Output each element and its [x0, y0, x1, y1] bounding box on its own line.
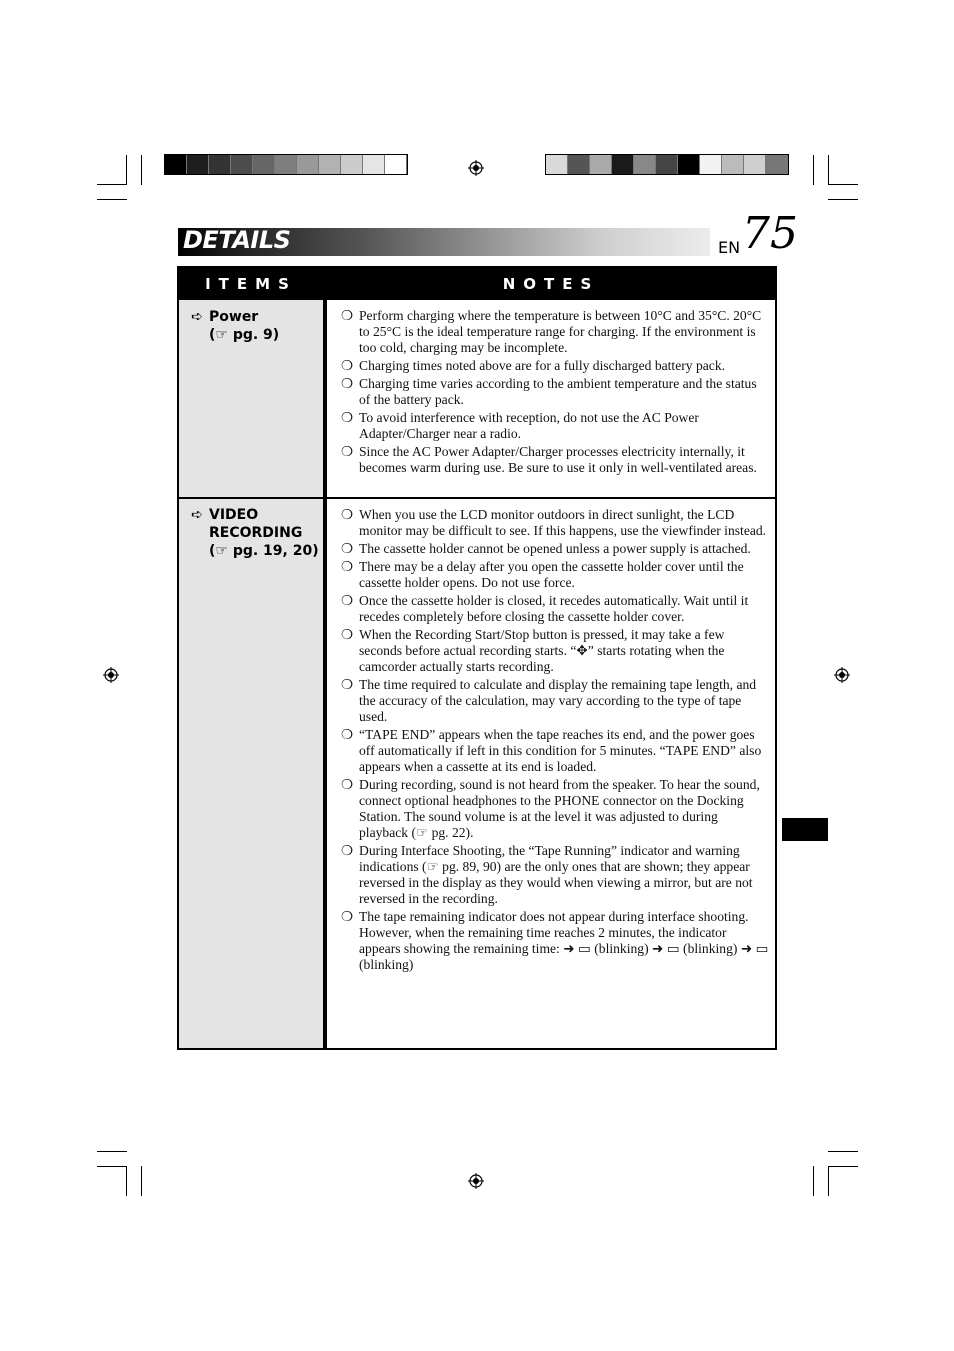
- crop-mark: [813, 1166, 814, 1196]
- registration-target-icon: [468, 160, 484, 176]
- color-swatch: [363, 155, 385, 174]
- details-table: [177, 266, 777, 1050]
- list-item: ❍ Perform charging where the temperature is between 10°C and 35°C. 20°C to 25°C is the ideal temperature range for charging. If the environment is too cold, charging may be incomplete.: [341, 308, 762, 355]
- crop-mark: [828, 184, 858, 185]
- color-swatch: [612, 155, 634, 174]
- column-divider: [323, 268, 327, 1048]
- list-item: ❍ The cassette holder cannot be opened unless a power supply is attached.: [341, 541, 751, 556]
- registration-target-icon: [834, 667, 850, 683]
- list-item: ❍ “TAPE END” appears when the tape reaches its end, and the power goes off automatically if left in this condition for 5 minutes. “TAPE END” also appears when a cassette at its end is loaded.: [341, 727, 762, 774]
- list-item: ❍ During Interface Shooting, the “Tape Running” indicator and warning indications (☞ pg. 89, 90) are the only ones that are shown; they appear reversed in the display as they would when viewing a mirror, but are not reversed in the recording.: [341, 843, 753, 906]
- item-line: (☞ pg. 19, 20): [209, 543, 319, 559]
- color-bar-right: [545, 154, 789, 175]
- item-video-recording: [191, 506, 319, 560]
- bullet-circle-icon: ❍: [341, 593, 354, 608]
- crop-mark: [97, 1166, 127, 1167]
- crop-mark: [97, 184, 127, 185]
- color-bar-left: [164, 154, 408, 175]
- notes-power: [341, 308, 769, 478]
- crop-mark: [97, 199, 127, 200]
- column-header-notes: NOTES: [327, 268, 775, 300]
- row-divider: [179, 497, 775, 499]
- bullet-circle-icon: ❍: [341, 541, 354, 556]
- crop-mark: [828, 155, 829, 185]
- list-item: ❍ The tape remaining indicator does not appear during interface shooting. However, when the remaining time reaches 2 minutes, the indicator appears showing the remaining time: ➜ ▭ (blinking) ➜ ▭ (blinking) ➜ ▭ (blinking): [341, 909, 769, 972]
- color-swatch: [546, 155, 568, 174]
- list-item: ❍ Since the AC Power Adapter/Charger processes electricity internally, it becomes warm during use. Be sure to use it only in well-ventilated areas.: [341, 444, 757, 475]
- bullet-circle-icon: ❍: [341, 677, 354, 692]
- list-item: ❍ Once the cassette holder is closed, it recedes automatically. Wait until it recedes completely before closing the cassette holder cover.: [341, 593, 749, 624]
- list-item: ❍ There may be a delay after you open the cassette holder cover until the cassette holder opens. Do not use force.: [341, 559, 744, 590]
- page-title: DETAILS: [183, 226, 291, 254]
- color-swatch: [187, 155, 209, 174]
- crop-mark: [126, 155, 127, 185]
- color-swatch: [568, 155, 590, 174]
- list-item: ❍ The time required to calculate and display the remaining tape length, and the accuracy of the calculation, may vary according to the type of tape used.: [341, 677, 757, 724]
- color-swatch: [341, 155, 363, 174]
- color-swatch: [590, 155, 612, 174]
- column-header-items: ITEMS: [179, 268, 323, 300]
- color-swatch: [678, 155, 700, 174]
- bullet-circle-icon: ❍: [341, 843, 354, 858]
- item-power: [191, 308, 279, 344]
- list-item: ❍ Charging times noted above are for a fully discharged battery pack.: [341, 358, 726, 373]
- section-tab-marker: [782, 818, 828, 841]
- crop-mark: [828, 1151, 858, 1152]
- crop-mark: [141, 1166, 142, 1196]
- crop-mark: [141, 155, 142, 185]
- color-swatch: [319, 155, 341, 174]
- item-line: RECORDING: [209, 525, 303, 541]
- crop-mark: [813, 155, 814, 185]
- notes-video-recording: [341, 507, 769, 975]
- list-item: ❍ Charging time varies according to the ambient temperature and the status of the battery pack.: [341, 376, 757, 407]
- color-swatch: [253, 155, 275, 174]
- color-swatch: [165, 155, 187, 174]
- color-swatch: [231, 155, 253, 174]
- list-item: ❍ When you use the LCD monitor outdoors in direct sunlight, the LCD monitor may be difficult to see. If this happens, use the viewfinder instead.: [341, 507, 767, 538]
- list-item: ❍ When the Recording Start/Stop button is pressed, it may take a few seconds before actual recording starts. “✥” starts rotating when the camcorder actually starts recording.: [341, 627, 725, 674]
- color-swatch: [744, 155, 766, 174]
- bullet-circle-icon: ❍: [341, 727, 354, 742]
- crop-mark: [828, 1166, 858, 1167]
- list-item: ❍ To avoid interference with reception, do not use the AC Power Adapter/Charger near a radio.: [341, 410, 699, 441]
- bullet-circle-icon: ❍: [341, 358, 354, 373]
- color-swatch: [385, 155, 407, 174]
- color-swatch: [297, 155, 319, 174]
- page-number: 75: [742, 208, 798, 259]
- color-swatch: [656, 155, 678, 174]
- crop-mark: [828, 1166, 829, 1196]
- crop-mark: [828, 199, 858, 200]
- bullet-circle-icon: ❍: [341, 507, 354, 522]
- item-cell: [179, 499, 323, 1048]
- color-swatch: [766, 155, 788, 174]
- arrow-right-icon: ➪: [191, 309, 203, 325]
- registration-target-icon: [468, 1173, 484, 1189]
- bullet-circle-icon: ❍: [341, 627, 354, 642]
- registration-target-icon: [103, 667, 119, 683]
- arrow-right-icon: ➪: [191, 507, 203, 523]
- bullet-circle-icon: ❍: [341, 376, 354, 391]
- bullet-circle-icon: ❍: [341, 308, 354, 323]
- bullet-circle-icon: ❍: [341, 444, 354, 459]
- list-item: ❍ During recording, sound is not heard from the speaker. To hear the sound, connect optional headphones to the PHONE connector on the Docking Station. The sound volume is at the level it was adjusted to during playback (☞ pg. 22).: [341, 777, 760, 840]
- crop-mark: [126, 1166, 127, 1196]
- bullet-circle-icon: ❍: [341, 410, 354, 425]
- color-swatch: [634, 155, 656, 174]
- color-swatch: [722, 155, 744, 174]
- language-label: EN: [718, 238, 741, 257]
- bullet-circle-icon: ❍: [341, 909, 354, 924]
- color-swatch: [209, 155, 231, 174]
- crop-mark: [97, 1151, 127, 1152]
- item-line: (☞ pg. 9): [209, 327, 280, 343]
- bullet-circle-icon: ❍: [341, 559, 354, 574]
- color-swatch: [700, 155, 722, 174]
- item-line: ➪ Power: [191, 309, 259, 325]
- bullet-circle-icon: ❍: [341, 777, 354, 792]
- item-line: ➪ VIDEO: [191, 507, 259, 523]
- color-swatch: [275, 155, 297, 174]
